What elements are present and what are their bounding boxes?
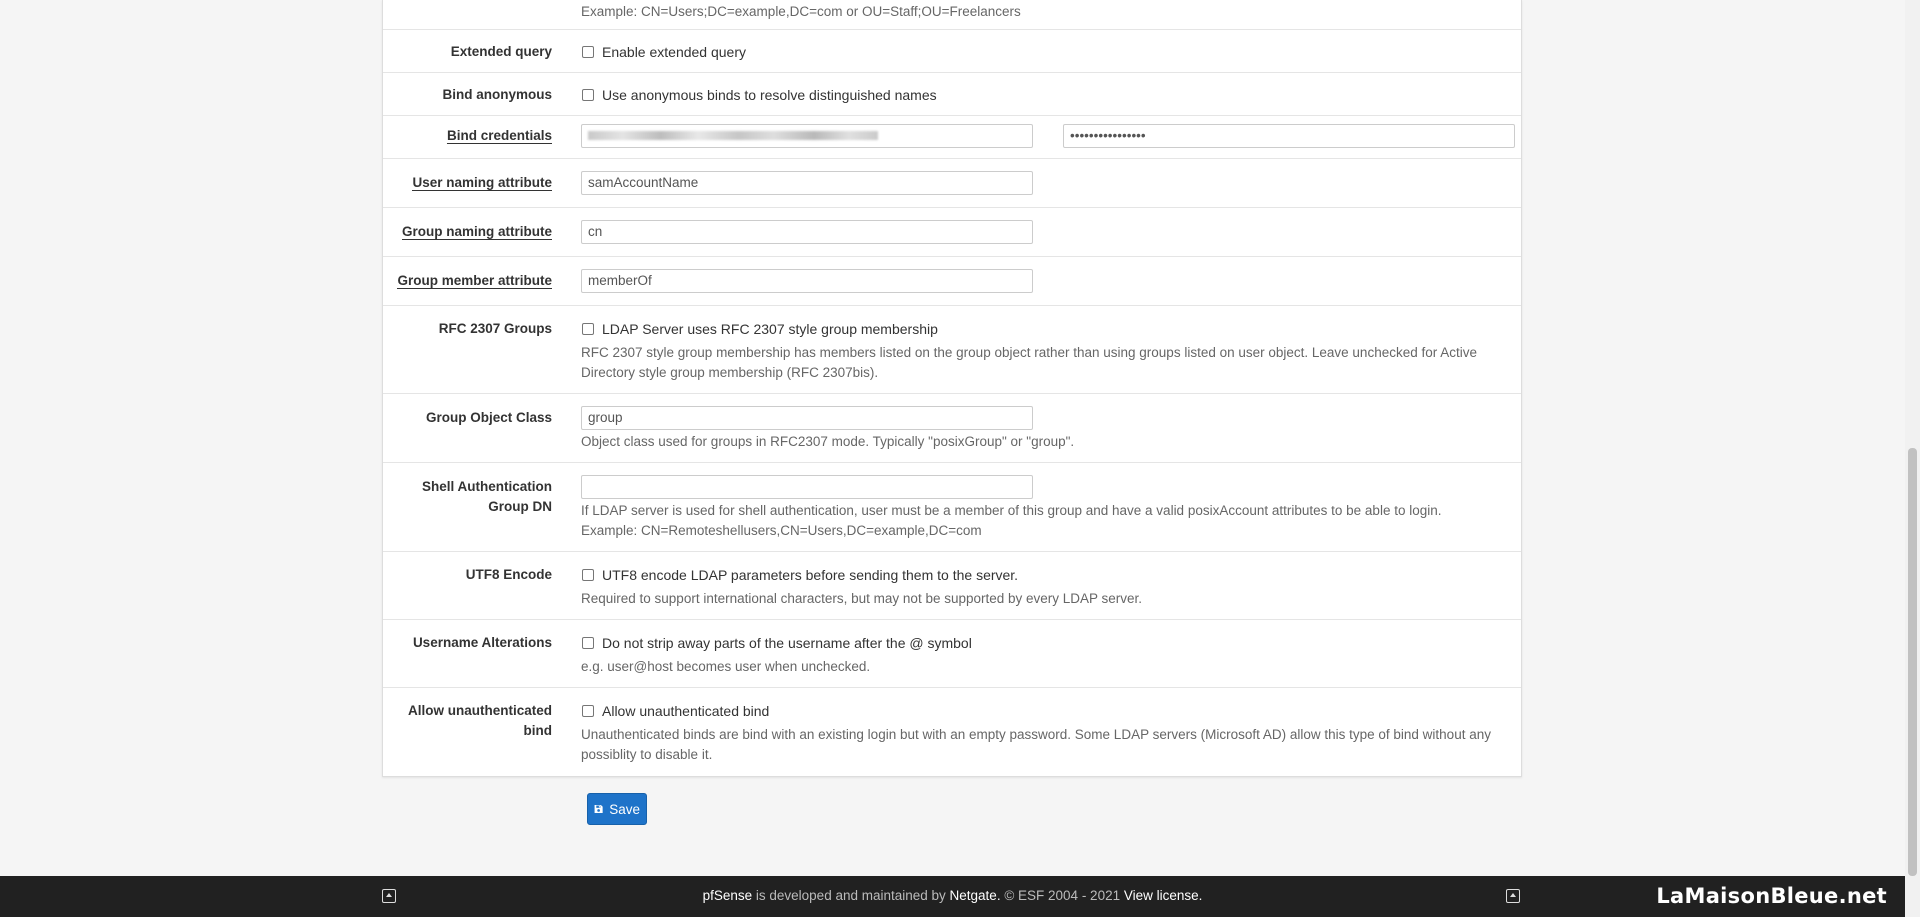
extended-query-label: Extended query (450, 44, 552, 59)
group-member-input[interactable]: memberOf (581, 269, 1033, 293)
group-object-class-row (383, 394, 1521, 463)
footer-brand: pfSense (702, 888, 753, 903)
group-member-label[interactable]: Group member attribute (397, 273, 552, 288)
group-naming-label[interactable]: Group naming attribute (402, 224, 552, 239)
user-naming-row (383, 159, 1521, 208)
view-license-link[interactable]: View license. (1123, 888, 1203, 903)
utf8-help: Required to support international characters, but may not be supported by every LDAP server. (581, 591, 1143, 606)
save-button[interactable] (587, 793, 647, 825)
unauth-bind-help: Unauthenticated binds are bind with an existing login but with an empty password. Some LDAP servers (Microsoft AD) allow this type of bind without any possiblity to disable it. (581, 727, 1491, 762)
bind-credentials-row (383, 116, 1521, 159)
bind-anonymous-option[interactable] (581, 83, 1515, 107)
utf8-label: UTF8 Encode (465, 567, 552, 582)
utf8-checkbox[interactable] (582, 569, 594, 581)
bind-anonymous-label: Bind anonymous (442, 87, 552, 102)
user-naming-input[interactable]: samAccountName (581, 171, 1033, 195)
rfc2307-row (383, 306, 1521, 394)
rfc2307-checkbox-label[interactable]: LDAP Server uses RFC 2307 style group membership (602, 321, 938, 337)
bind-credentials-label[interactable]: Bind credentials (446, 128, 552, 143)
base-dn-help: Example: CN=Users;DC=example,DC=com or OU=Staff;OU=Freelancers (581, 4, 1021, 19)
shell-auth-row (383, 463, 1521, 552)
blurred-username (588, 131, 878, 140)
watermark: LaMaisonBleue.net (1656, 884, 1887, 908)
save-button-label: Save (609, 801, 640, 817)
group-member-row (383, 257, 1521, 306)
unauth-bind-option[interactable] (581, 699, 1515, 723)
utf8-row (383, 552, 1521, 620)
footer-text: pfSense is developed and maintained by Netgate. © ESF 2004 - 2021 View license. (702, 888, 1203, 903)
vertical-scrollbar[interactable] (1905, 0, 1920, 917)
group-object-class-input[interactable]: group (581, 406, 1033, 430)
bind-anonymous-row (383, 73, 1521, 116)
group-naming-row (383, 208, 1521, 257)
extended-query-checkbox[interactable] (582, 46, 594, 58)
ldap-settings-panel (382, 0, 1522, 777)
username-alterations-help: e.g. user@host becomes user when unchecked. (581, 659, 871, 674)
username-alterations-option[interactable] (581, 631, 1515, 655)
shell-auth-input[interactable] (581, 475, 1033, 499)
unauth-bind-label: Allow unauthenticated bind (407, 703, 552, 738)
shell-auth-label: Shell Authentication Group DN (421, 479, 552, 514)
rfc2307-label: RFC 2307 Groups (438, 321, 552, 336)
username-alterations-checkbox[interactable] (582, 637, 594, 649)
floppy-disk-icon (594, 801, 603, 817)
extended-query-checkbox-label[interactable]: Enable extended query (602, 44, 746, 60)
group-object-class-label: Group Object Class (425, 410, 552, 425)
bind-password-input[interactable]: •••••••••••••••• (1063, 124, 1515, 148)
utf8-option[interactable] (581, 563, 1515, 587)
bind-anonymous-checkbox[interactable] (582, 89, 594, 101)
netgate-link[interactable]: Netgate. (949, 888, 1001, 903)
rfc2307-help: RFC 2307 style group membership has members listed on the group object rather than using groups listed on user object. Leave unchecked for Active Directory style group membership (RFC 2307bis). (581, 345, 1477, 380)
extended-query-option[interactable] (581, 40, 1515, 64)
scroll-top-icon-right[interactable] (1506, 889, 1520, 903)
user-naming-label[interactable]: User naming attribute (412, 175, 552, 190)
unauth-bind-checkbox-label[interactable]: Allow unauthenticated bind (602, 703, 770, 719)
bind-username-input[interactable] (581, 124, 1033, 148)
username-alterations-label: Username Alterations (412, 635, 552, 650)
bind-anonymous-checkbox-label[interactable]: Use anonymous binds to resolve distinguished names (602, 87, 937, 103)
group-naming-input[interactable]: cn (581, 220, 1033, 244)
rfc2307-option[interactable] (581, 317, 1515, 341)
unauth-bind-checkbox[interactable] (582, 705, 594, 717)
scrollbar-thumb[interactable] (1908, 448, 1917, 876)
footer (0, 876, 1905, 917)
rfc2307-checkbox[interactable] (582, 323, 594, 335)
username-alterations-checkbox-label[interactable]: Do not strip away parts of the username after the @ symbol (602, 635, 972, 651)
unauth-bind-row (383, 688, 1521, 776)
shell-auth-help: If LDAP server is used for shell authentication, user must be a member of this group and have a valid posixAccount attributes to be able to login. Example: CN=Remoteshellusers,CN=Users,DC=example,DC=com (581, 503, 1442, 538)
utf8-checkbox-label[interactable]: UTF8 encode LDAP parameters before sending them to the server. (602, 567, 1019, 583)
extended-query-row (383, 30, 1521, 73)
base-dn-help-row (383, 0, 1521, 30)
group-object-class-help: Object class used for groups in RFC2307 mode. Typically "posixGroup" or "group". (581, 434, 1075, 449)
username-alterations-row (383, 620, 1521, 688)
